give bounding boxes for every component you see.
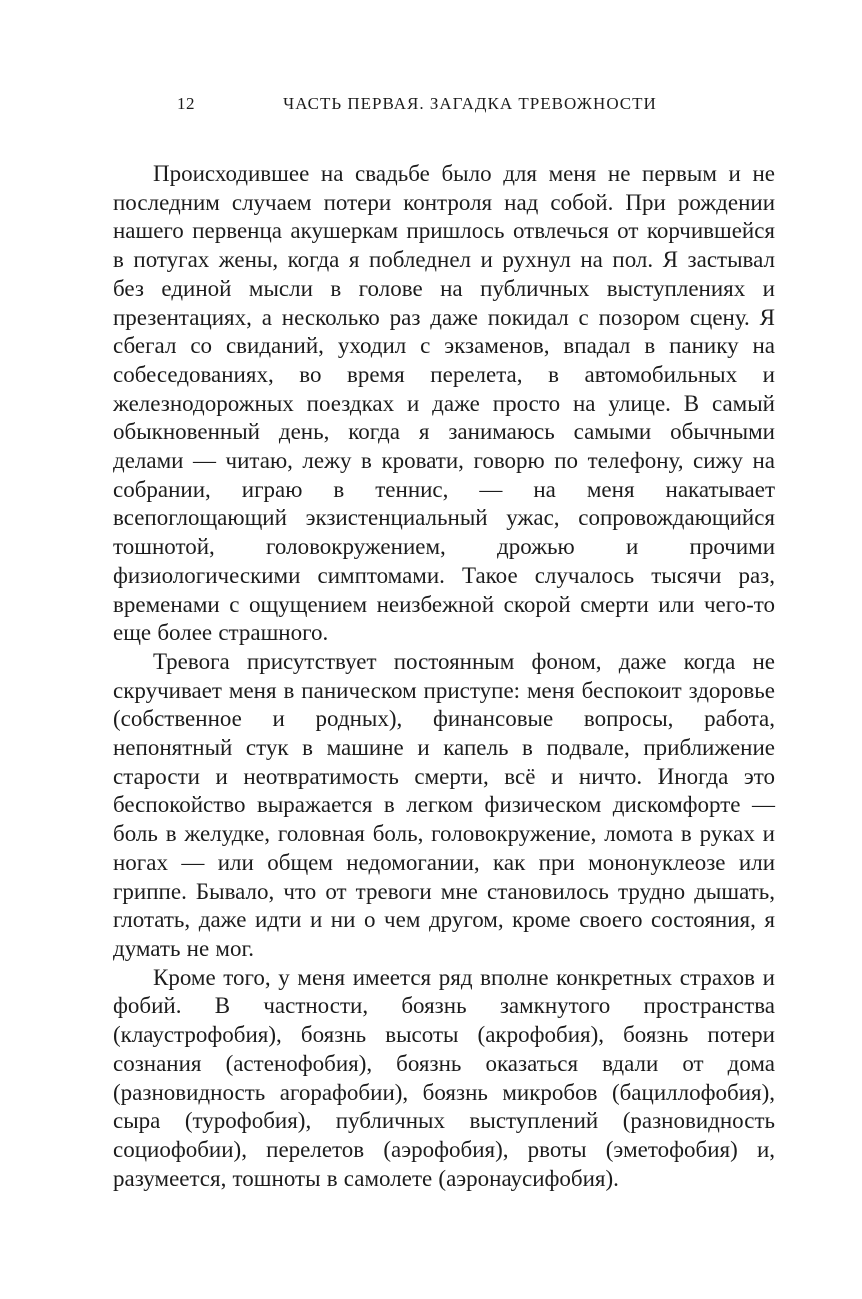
running-title: ЧАСТЬ ПЕРВАЯ. ЗАГАДКА ТРЕВОЖНОСТИ [283, 94, 657, 113]
page-number: 12 [177, 94, 195, 113]
page-body [113, 160, 775, 1193]
paragraph: Происходившее на свадьбе было для меня не первым и не последним случаем потери контроля над собой. При рождении нашего первенца акушеркам пришлось отвлечься от корчившейся в потугах жены, когда я побледнел и рухнул на пол. Я застывал без единой мысли в голове на публичных выступлениях и презентациях, а несколько раз даже покидал с позором сцену. Я сбегал со свиданий, уходил с экзаменов, впадал в панику на собеседованиях, во время перелета, в автомобильных и железнодорожных поездках и даже просто на улице. В самый обыкновенный день, когда я занимаюсь самыми обычными делами — читаю, лежу в кровати, говорю по телефону, сижу на собрании, играю в теннис, — на меня накатывает всепоглощающий экзистенциальный ужас, сопровождающийся тошнотой, головокружением, дрожью и прочими физиологическими симптомами. Такое случалось тысячи раз, временами с ощущением неизбежной скорой смерти или чего-то еще более страшного. [113, 161, 775, 646]
paragraph: Кроме того, у меня имеется ряд вполне конкретных страхов и фобий. В частности, боязнь замкнутого пространства (клаустрофобия), боязнь высоты (акрофобия), боязнь потери сознания (астенофобия), боязнь оказаться вдали от дома (разновидность агорафобии), боязнь микробов (бациллофобия), сыра (турофобия), публичных выступлений (разновидность социофобии), перелетов (аэрофобия), рвоты (эметофобия) и, разумеется, тошноты в самолете (аэронаусифобия). [113, 964, 775, 1191]
running-header [113, 95, 775, 117]
paragraph: Тревога присутствует постоянным фоном, даже когда не скручивает меня в паническом приступе: меня беспокоит здоровье (собственное и родных), финансовые вопросы, работа, непонятный стук в машине и капель в подвале, приближение старости и неотвратимость смерти, всё и ничто. Иногда это беспокойство выражается в легком физическом дискомфорте — боль в желудке, головная боль, головокружение, ломота в руках и ногах — или общем недомогании, как при мононуклеозе или гриппе. Бывало, что от тревоги мне становилось трудно дышать, глотать, даже идти и ни о чем другом, кроме своего состояния, я думать не мог. [113, 648, 775, 961]
